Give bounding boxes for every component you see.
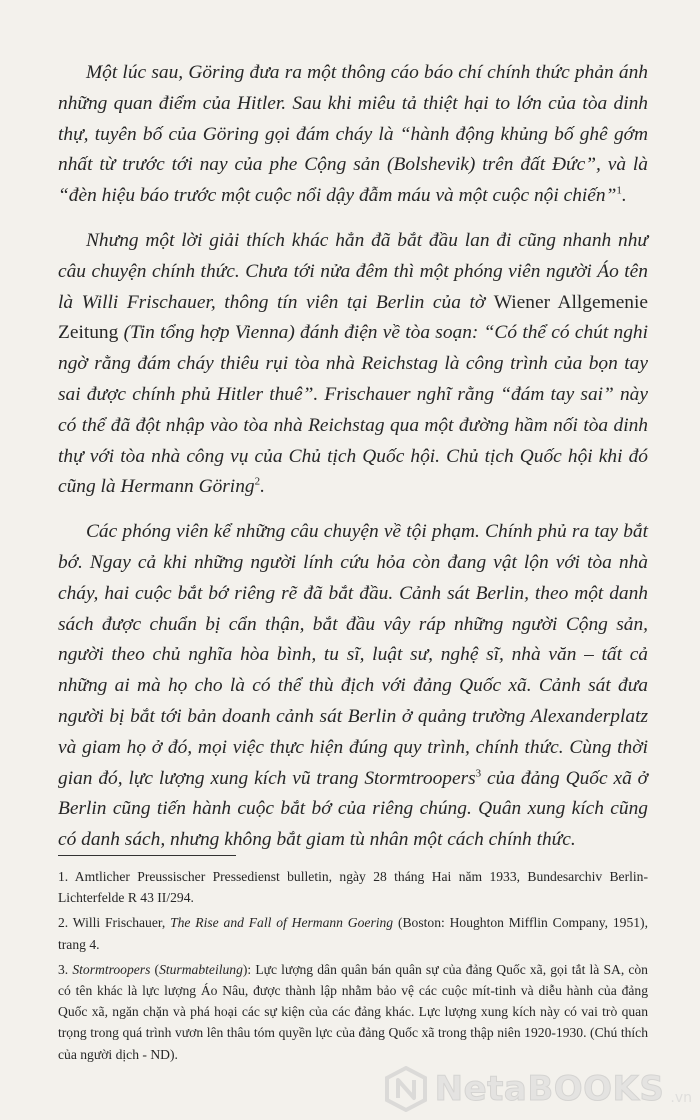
- footnote-1-text: 1. Amtlicher Preussischer Pressedienst bulletin, ngày 28 tháng Hai năm 1933, Bundesarchiv Berlin-Lichterfelde R 43 II/294.: [58, 869, 648, 906]
- footnote-2-text-b: (Boston: Houghton Mifflin Company, 1951), trang 4.: [58, 915, 648, 952]
- netabooks-watermark: [383, 1066, 692, 1112]
- paragraph-3-text-b: của đảng Quốc xã ở Berlin cũng tiến hành cuộc bắt bớ của riêng chúng. Quân xung kích cũng có danh sách, nhưng không bắt giam tù nhân một cách chính thức.: [58, 767, 649, 851]
- paragraph-3: [58, 517, 648, 856]
- footnote-3-paren: (: [150, 961, 160, 977]
- footnote-divider: [58, 855, 236, 856]
- footnote-3: [58, 959, 648, 1065]
- watermark-suffix: .vn: [670, 1090, 692, 1106]
- footnote-3-text: ): Lực lượng dân quân bán quân sự của đảng Quốc xã, gọi tắt là SA, còn có tên khác là lực lượng Áo Nâu, được thành lập nhằm bảo vệ các cuộc mít-tinh và diễu hành của đảng Quốc xã, ngăn chặn và phá hoại các sự kiện của các đảng khác. Lực lượng xung kích này có vai trò quan trọng trong quá trình vươn lên thâu tóm quyền lực của đảng Quốc xã trong thập niên 1920-1930. (Chú thích của người dịch - ND).: [58, 961, 648, 1062]
- hexagon-n-logo-icon: [383, 1066, 429, 1112]
- page-body: [58, 58, 648, 870]
- paragraph-2-end: .: [260, 476, 265, 498]
- footnote-3-term-german: Sturmabteilung: [159, 961, 243, 977]
- newspaper-name: Wiener Allgemenie Zeitung: [58, 291, 648, 344]
- footnote-2-book-title: The Rise and Fall of Hermann Goering: [170, 915, 394, 931]
- footnote-3-number: 3.: [58, 961, 73, 977]
- footnote-3-term: Stormtroopers: [72, 961, 151, 977]
- paragraph-2: [58, 226, 648, 503]
- footnotes: [58, 866, 648, 1069]
- paragraph-1-text: Một lúc sau, Göring đưa ra một thông cáo báo chí chính thức phản ánh những quan điểm của Hitler. Sau khi miêu tả thiệt hại to lớn của tòa dinh thự, tuyên bố của Göring gọi đám cháy là “hành động khủng bố ghê gớm nhất từ trước tới nay của phe Cộng sản (Bolshevik) trên đất Đức”, và là “đèn hiệu báo trước một cuộc nổi dậy đẫm máu và một cuộc nội chiến”: [58, 62, 648, 207]
- footnote-ref-3[interactable]: 3: [475, 767, 482, 780]
- paragraph-2-text-b: (Tin tổng hợp Vienna) đánh điện về tòa soạn: “Có thể có chút nghi ngờ rằng đám cháy thiêu rụi tòa nhà Reichstag là công trình của bọn tay sai được chính phủ Hitler thuê”. Frischauer nghĩ rằng “đám tay sai” này có thể đã đột nhập vào tòa nhà Reichstag qua một đường hầm nối tòa dinh thự với tòa nhà công vụ của Chủ tịch Quốc hội. Chủ tịch Quốc hội khi đó cũng là Hermann Göring: [58, 322, 648, 498]
- watermark-brand: NetaBOOKS: [434, 1069, 665, 1109]
- footnote-2-text-a: 2. Willi Frischauer,: [58, 915, 171, 931]
- paragraph-1-end: .: [621, 185, 627, 207]
- footnote-2: [58, 912, 648, 954]
- footnote-ref-1[interactable]: 1: [616, 184, 622, 197]
- footnote-ref-2[interactable]: 2: [254, 475, 261, 488]
- paragraph-2-text-a: Nhưng một lời giải thích khác hẳn đã bắt đầu lan đi cũng nhanh như câu chuyện chính thức. Chưa tới nửa đêm thì một phóng viên người Áo tên là Willi Frischauer, thông tín viên tại Berlin của tờ: [58, 229, 648, 313]
- footnote-1: [58, 866, 648, 908]
- paragraph-3-text-a: Các phóng viên kể những câu chuyện về tội phạm. Chính phủ ra tay bắt bớ. Ngay cả khi những người lính cứu hỏa còn đang vật lộn với tòa nhà cháy, hai cuộc bắt bớ riêng rẽ đã bắt đầu. Cảnh sát Berlin, theo một danh sách được chuẩn bị cẩn thận, bắt đầu vây ráp những người Cộng sản, người theo chủ nghĩa hòa bình, tu sĩ, luật sư, nghệ sĩ, nhà văn – tất cả những ai mà họ cho là có thể thù địch với đảng Quốc xã. Cảnh sát đưa người bị bắt tới bản doanh cảnh sát Berlin ở quảng trường Alexanderplatz và giam họ ở đó, mọi việc thực hiện đúng quy trình, chính thức. Cùng thời gian đó, lực lượng xung kích vũ trang Stormtroopers: [58, 521, 648, 789]
- paragraph-1: [58, 58, 648, 212]
